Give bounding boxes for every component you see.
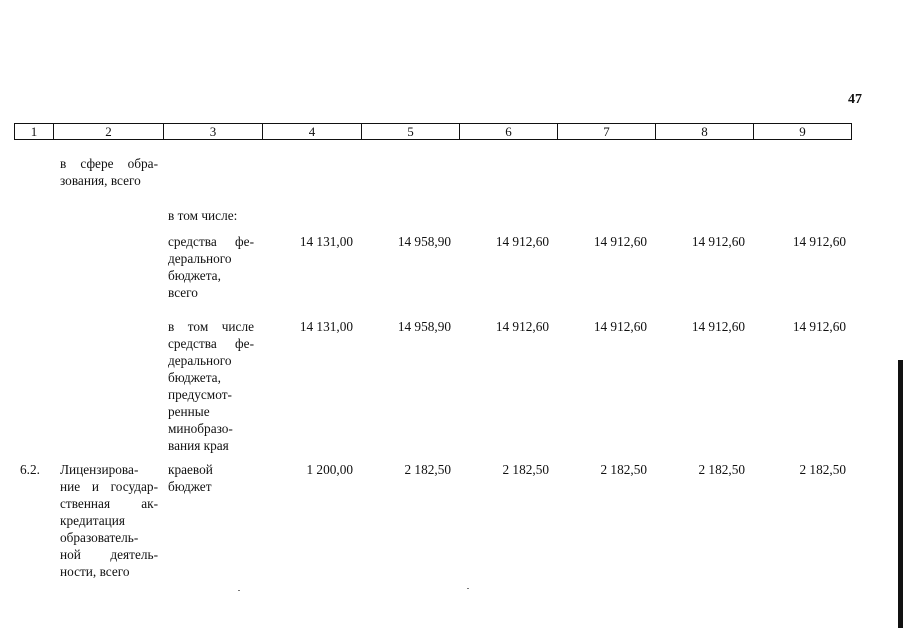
source-line: бюджет (168, 479, 212, 494)
federal-value-col8: 14 912,60 (691, 234, 745, 249)
federal-budget-source (168, 233, 254, 301)
licensing-value-col4: 1 200,00 (306, 462, 353, 477)
source-line: дерального (168, 353, 232, 368)
ministry-value-col4: 14 131,00 (299, 319, 353, 334)
row-number-6-2: 6.2. (20, 462, 40, 477)
name-line: кредитация (60, 513, 125, 528)
licensing-value-col6: 2 182,50 (502, 462, 549, 477)
header-col-1: 1 (30, 124, 38, 139)
header-col-7: 7 (557, 124, 655, 139)
ministry-value-col7: 14 912,60 (593, 319, 647, 334)
source-line: средства фе- (168, 234, 254, 249)
table-header-row (14, 123, 852, 140)
source-line: бюджета, (168, 268, 221, 283)
federal-value-col6: 14 912,60 (495, 234, 549, 249)
header-col-3: 3 (163, 124, 262, 139)
federal-value-col4: 14 131,00 (299, 234, 353, 249)
scan-speck (467, 588, 469, 589)
header-col-9: 9 (753, 124, 851, 139)
licensing-value-col8: 2 182,50 (698, 462, 745, 477)
ministry-budget-source (168, 318, 254, 454)
ministry-value-col5: 14 958,90 (397, 319, 451, 334)
name-line: образователь- (60, 530, 139, 545)
name-line: в сфере обра- (60, 156, 158, 171)
source-line: средства фе- (168, 336, 254, 351)
name-line: зования, всего (60, 173, 141, 188)
including-label: в том числе: (168, 208, 238, 223)
licensing-value-col5: 2 182,50 (404, 462, 451, 477)
name-line: ственная ак- (60, 496, 158, 511)
licensing-value-col7: 2 182,50 (600, 462, 647, 477)
education-row-name (60, 155, 158, 189)
federal-value-col5: 14 958,90 (397, 234, 451, 249)
header-col-5: 5 (361, 124, 459, 139)
header-col-6: 6 (459, 124, 557, 139)
header-col-2: 2 (53, 124, 163, 139)
licensing-row-name (60, 461, 158, 580)
ministry-value-col8: 14 912,60 (691, 319, 745, 334)
source-line: бюджета, (168, 370, 221, 385)
scan-edge-bar (898, 360, 903, 628)
name-line: ности, всего (60, 564, 130, 579)
federal-value-col9: 14 912,60 (792, 234, 846, 249)
header-col-4: 4 (262, 124, 361, 139)
source-line: краевой (168, 462, 213, 477)
source-line: ренные (168, 404, 210, 419)
page-number: 47 (848, 92, 862, 107)
source-line: всего (168, 285, 198, 300)
scan-speck (238, 590, 240, 591)
name-line: Лицензирова- (60, 462, 139, 477)
name-line: ной деятель- (60, 547, 158, 562)
source-line: дерального (168, 251, 232, 266)
header-col-8: 8 (655, 124, 753, 139)
regional-budget-source (168, 461, 254, 495)
source-line: предусмот- (168, 387, 232, 402)
source-line: минобразо- (168, 421, 233, 436)
ministry-value-col9: 14 912,60 (792, 319, 846, 334)
source-line: в том числе (168, 319, 254, 334)
licensing-value-col9: 2 182,50 (799, 462, 846, 477)
federal-value-col7: 14 912,60 (593, 234, 647, 249)
ministry-value-col6: 14 912,60 (495, 319, 549, 334)
source-line: вания края (168, 438, 229, 453)
name-line: ние и государ- (60, 479, 158, 494)
